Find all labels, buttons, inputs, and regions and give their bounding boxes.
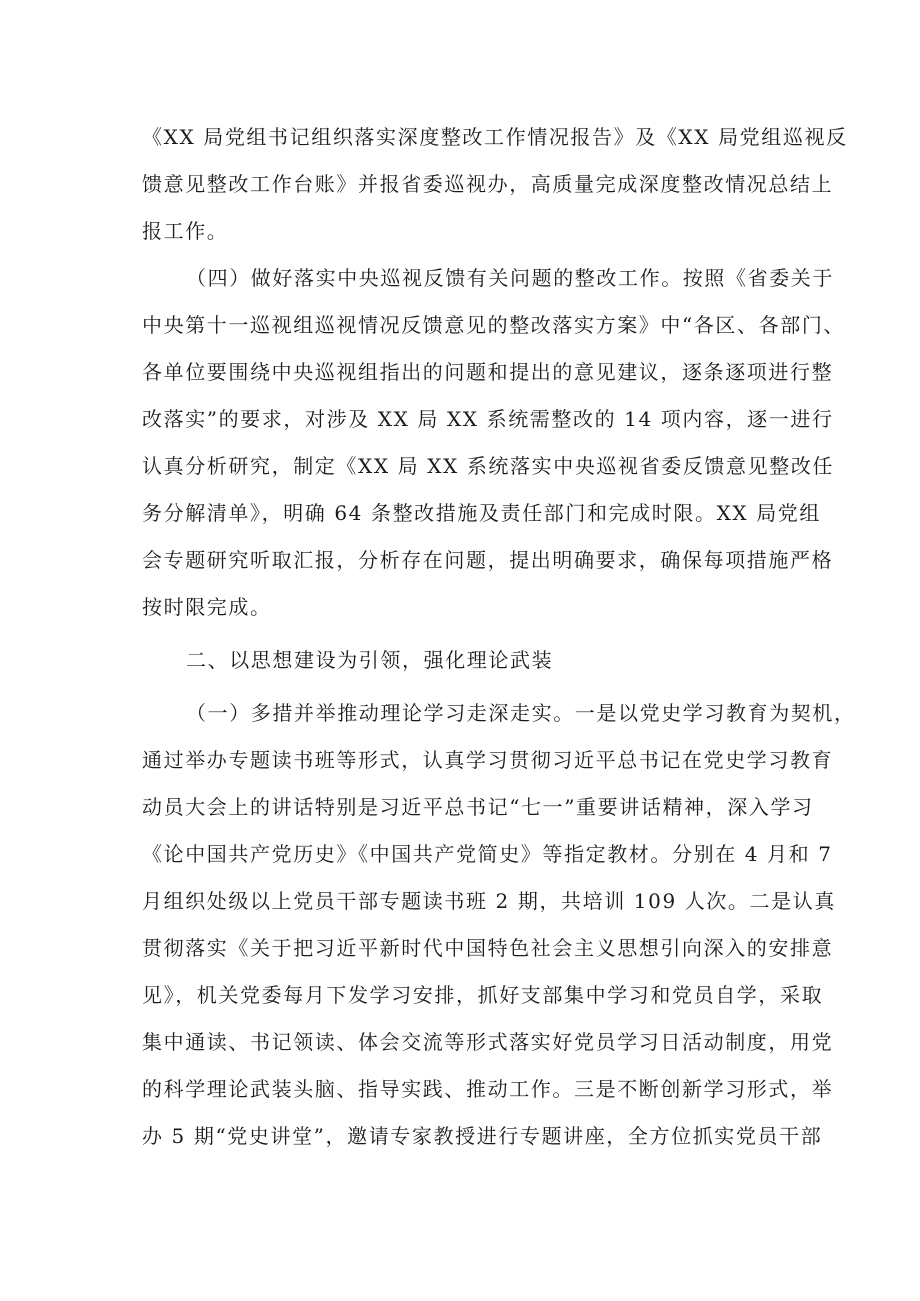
body-text-line: 馈意见整改工作台账》并报省委巡视办，高质量完成深度整改情况总结上	[142, 172, 834, 196]
body-text-line: 按时限完成。	[142, 595, 272, 619]
paragraph-start-line: （一）多措并举推动理论学习走深走实。一是以党史学习教育为契机，	[186, 701, 856, 725]
body-text-line: 务分解清单》，明确 64 条整改措施及责任部门和完成时限。XX 局党组	[142, 501, 821, 525]
body-text-line: 贯彻落实《关于把习近平新时代中国特色社会主义思想引向深入的安排意	[142, 936, 834, 960]
body-text-line: 集中通读、书记领读、体会交流等形式落实好党员学习日活动制度，用党	[142, 1030, 834, 1054]
body-text-line: 改落实”的要求，对涉及 XX 局 XX 系统需整改的 14 项内容，逐一进行	[142, 407, 834, 431]
body-text-line: 中央第十一巡视组巡视情况反馈意见的整改落实方案》中“各区、各部门、	[142, 313, 846, 337]
body-text-line: 见》，机关党委每月下发学习安排，抓好支部集中学习和党员自学，采取	[142, 983, 824, 1007]
body-text-line: 会专题研究听取汇报，分析存在问题，提出明确要求，确保每项措施严格	[142, 548, 834, 572]
body-text-line: 认真分析研究，制定《XX 局 XX 系统落实中央巡视省委反馈意见整改任	[142, 454, 835, 478]
body-text-line: 各单位要围绕中央巡视组指出的问题和提出的意见建议，逐条逐项进行整	[142, 360, 834, 384]
section-heading: 二、以思想建设为引领，强化理论武装	[186, 648, 554, 672]
body-text-line: 办 5 期“党史讲堂”，邀请专家教授进行专题讲座，全方位抓实党员干部	[142, 1124, 823, 1148]
body-text-line: 的科学理论武装头脑、指导实践、推动工作。三是不断创新学习形式，举	[142, 1077, 834, 1101]
body-text-line: 《XX 局党组书记组织落实深度整改工作情况报告》及《XX 局党组巡视反	[142, 125, 848, 149]
body-text-line: 《论中国共产党历史》《中国共产党简史》等指定教材。分别在 4 月和 7	[142, 842, 833, 866]
paragraph-start-line: （四）做好落实中央巡视反馈有关问题的整改工作。按照《省委关于	[186, 266, 834, 290]
body-text-line: 动员大会上的讲话特别是习近平总书记“七一”重要讲话精神，深入学习	[142, 795, 814, 819]
body-text-line: 报工作。	[142, 219, 229, 243]
body-text-line: 通过举办专题读书班等形式，认真学习贯彻习近平总书记在党史学习教育	[142, 748, 834, 772]
body-text-line: 月组织处级以上党员干部专题读书班 2 期，共培训 109 人次。二是认真	[142, 889, 836, 913]
